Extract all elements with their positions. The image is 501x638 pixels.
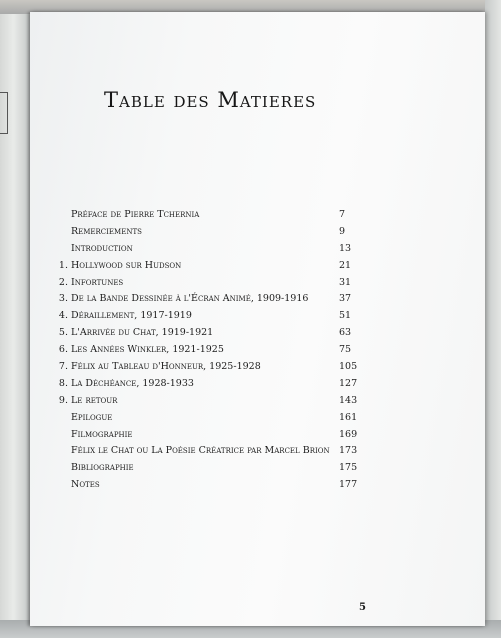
toc-entry-chapter-6 <box>54 342 424 359</box>
toc-entry-title: Le retour <box>71 394 118 406</box>
toc-entry-title: Préface de Pierre Tchernia <box>71 209 200 220</box>
toc-entry-title: Notes <box>71 479 100 491</box>
toc-entry-chapter-9 <box>54 393 424 410</box>
toc-entry-title: Infortunes <box>71 276 124 288</box>
toc-entry-page: 51 <box>339 310 352 322</box>
toc-entry-preface <box>54 207 424 224</box>
table-of-contents <box>54 207 424 494</box>
toc-entry-page: 173 <box>339 445 358 457</box>
toc-entry-page: 169 <box>339 428 358 440</box>
toc-entry-number: 6. <box>58 344 68 356</box>
toc-entry-chapter-1 <box>54 258 424 275</box>
toc-entry-page: 75 <box>339 344 352 356</box>
toc-entry-introduction <box>54 241 424 258</box>
toc-entry-title: Hollywood sur Hudson <box>71 259 182 271</box>
toc-entry-page: 63 <box>339 327 352 339</box>
toc-entry-title: Introduction <box>71 242 133 254</box>
toc-entry-title: Félix le Chat ou La Poésie Créatrice par Marcel Brion <box>71 445 330 457</box>
toc-entry-chapter-4 <box>54 308 424 325</box>
toc-entry-page: 37 <box>339 293 352 305</box>
toc-entry-page: 9 <box>339 225 346 237</box>
toc-entry-essay <box>54 443 424 460</box>
toc-entry-title: Filmographie <box>71 428 133 440</box>
toc-entry-page: 21 <box>339 259 352 271</box>
toc-entry-number: 4. <box>58 310 68 322</box>
toc-entry-title: Remerciements <box>71 225 142 237</box>
toc-entry-epilogue <box>54 410 424 427</box>
toc-entry-filmography <box>54 427 424 444</box>
toc-entry-number: 9. <box>58 394 68 406</box>
toc-entry-chapter-7 <box>54 359 424 376</box>
toc-entry-page: 161 <box>339 411 358 423</box>
toc-entry-title: Epilogue <box>71 411 113 423</box>
toc-entry-bibliography <box>54 460 424 477</box>
toc-entry-page: 143 <box>339 394 358 406</box>
page-title: Table des Matieres <box>104 88 317 112</box>
toc-entry-title: Déraillement, 1917-1919 <box>71 310 192 322</box>
toc-entry-number: 8. <box>58 377 68 389</box>
adjacent-book-edge <box>0 14 31 620</box>
background-wall <box>485 0 501 638</box>
toc-entry-page: 7 <box>339 209 346 220</box>
toc-entry-chapter-2 <box>54 275 424 292</box>
toc-entry-title: De la Bande Dessinée à l'Écran Animé, 1909-1916 <box>71 293 309 305</box>
toc-entry-page: 31 <box>339 276 352 288</box>
toc-entry-number: 7. <box>58 361 68 373</box>
adjacent-book-frame <box>0 92 8 134</box>
toc-entry-page: 105 <box>339 361 358 373</box>
toc-entry-title: Bibliographie <box>71 462 134 474</box>
toc-entry-number: 5. <box>58 327 68 339</box>
toc-entry-page: 177 <box>339 479 358 491</box>
toc-entry-chapter-3 <box>54 291 424 308</box>
toc-entry-chapter-5 <box>54 325 424 342</box>
toc-entry-page: 127 <box>339 377 358 389</box>
toc-entry-title: L'Arrivée du Chat, 1919-1921 <box>71 327 214 339</box>
page-number: 5 <box>359 602 366 613</box>
book-page <box>30 12 485 626</box>
toc-entry-chapter-8 <box>54 376 424 393</box>
toc-entry-title: Les Années Winkler, 1921-1925 <box>71 344 224 356</box>
toc-entry-page: 175 <box>339 462 358 474</box>
toc-entry-title: Félix au Tableau d'Honneur, 1925-1928 <box>71 361 261 373</box>
toc-entry-acknowledgements <box>54 224 424 241</box>
toc-entry-number: 2. <box>58 276 68 288</box>
toc-entry-title: La Déchéance, 1928-1933 <box>71 377 194 389</box>
toc-entry-page: 13 <box>339 242 352 254</box>
toc-entry-number: 1. <box>58 259 68 271</box>
toc-entry-notes <box>54 477 424 494</box>
toc-entry-number: 3. <box>58 293 68 305</box>
